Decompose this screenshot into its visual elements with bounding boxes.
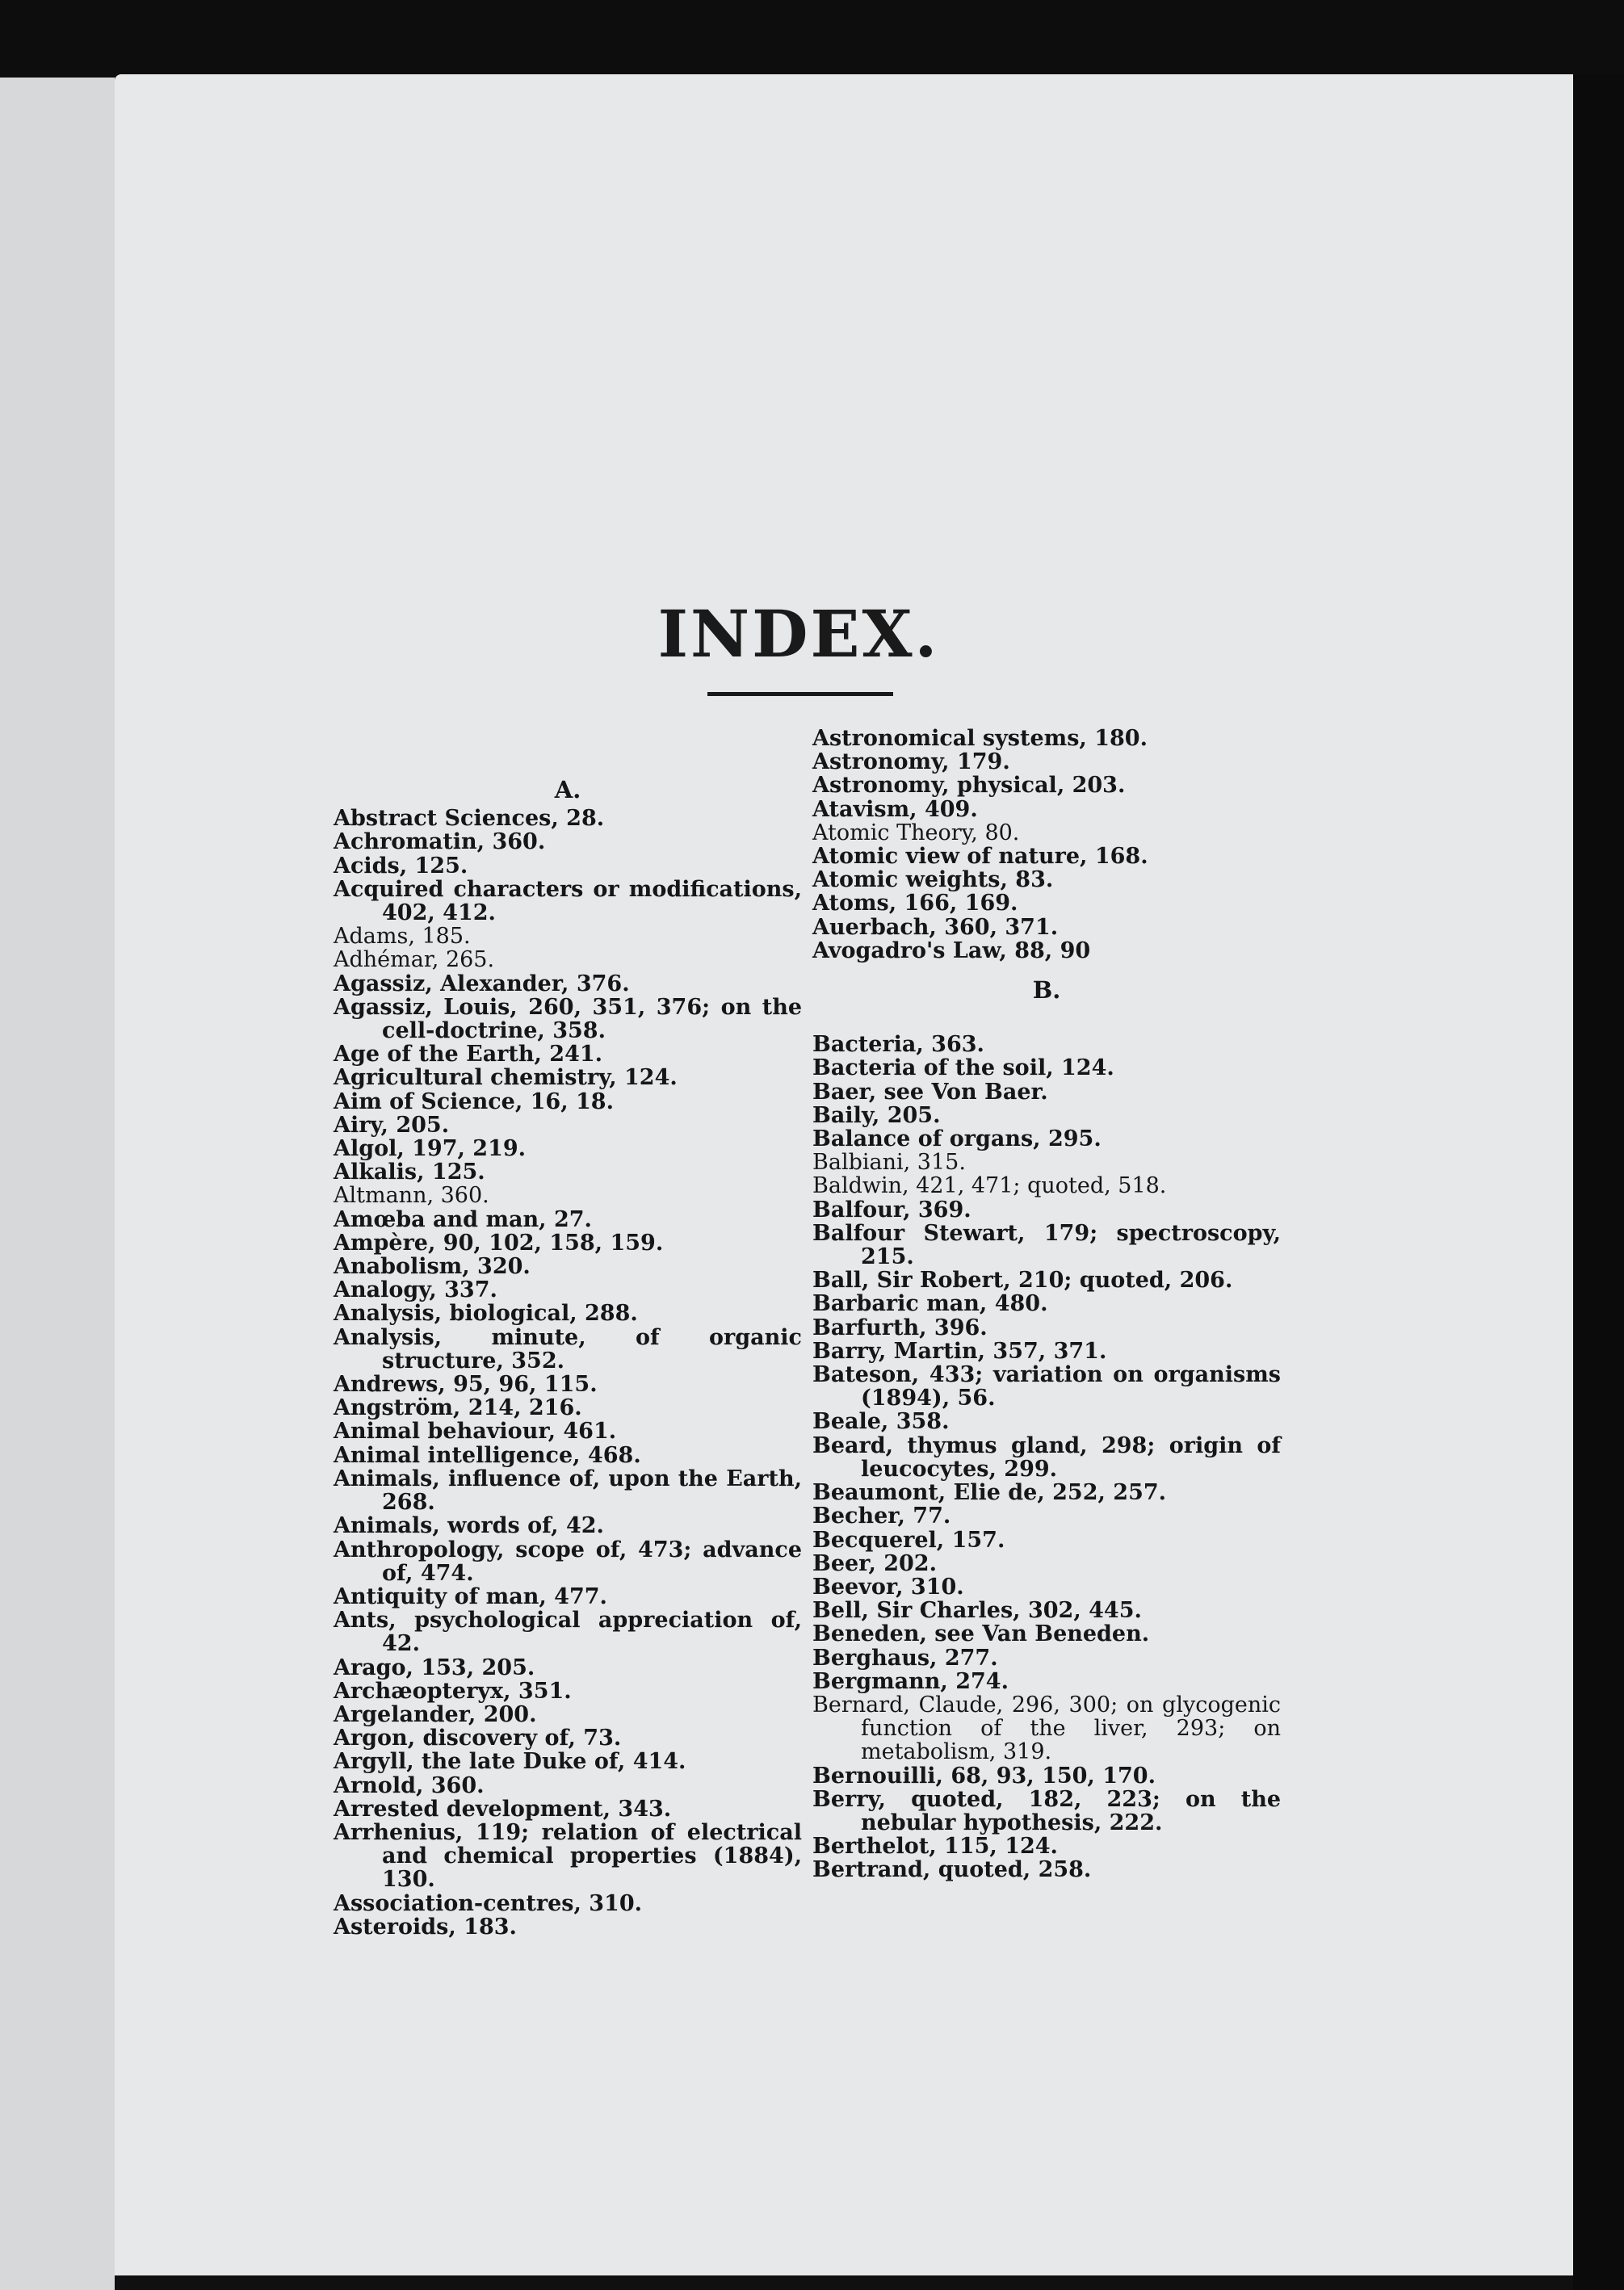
- index-entry: Animal intelligence, 468.: [334, 1442, 641, 1468]
- index-entry: Bacteria of the soil, 124.: [812, 1055, 1114, 1081]
- scan-bottom-margin: [115, 2275, 1573, 2290]
- scan-top-margin: [0, 0, 1624, 78]
- index-entry: Alkalis, 125.: [334, 1160, 485, 1185]
- entry-list-a: [334, 807, 802, 1939]
- title-rule: [707, 692, 893, 696]
- index-entry: Anabolism, 320.: [334, 1254, 531, 1280]
- index-entry: Auerbach, 360, 371.: [812, 914, 1059, 940]
- index-entry: Angström, 214, 216.: [334, 1395, 582, 1421]
- index-entry: Ants, psychological appreciation of, 42.: [334, 1608, 802, 1657]
- index-entry: Baer, see Von Baer.: [812, 1079, 1048, 1105]
- index-entry: Avogadro's Law, 88, 90: [812, 937, 1091, 963]
- index-entry: Aim of Science, 16, 18.: [334, 1088, 614, 1114]
- page-title: INDEX.: [657, 596, 940, 672]
- index-entry: Acids, 125.: [334, 853, 468, 879]
- index-entry: Association-centres, 310.: [334, 1890, 643, 1916]
- index-entry: Adhémar, 265.: [334, 947, 495, 973]
- index-entry: Becquerel, 157.: [812, 1527, 1005, 1553]
- entry-list-b: [812, 1033, 1281, 1881]
- index-entry: Balfour, 369.: [812, 1197, 971, 1223]
- index-entry: Achromatin, 360.: [334, 829, 546, 855]
- index-entry: Baily, 205.: [812, 1102, 941, 1128]
- index-entry: Bacteria, 363.: [812, 1032, 984, 1058]
- index-entry: Argon, discovery of, 73.: [334, 1726, 622, 1751]
- index-entry: Bernouilli, 68, 93, 150, 170.: [812, 1763, 1156, 1789]
- index-entry: Bateson, 433; variation on organisms (1894), 56.: [812, 1362, 1281, 1411]
- index-entry: Beard, thymus gland, 298; origin of leucocytes, 299.: [812, 1432, 1281, 1482]
- index-entry: Amœba and man, 27.: [334, 1206, 592, 1232]
- index-entry: Acquired characters or modifications, 402, 412.: [334, 876, 802, 926]
- index-entry: Balfour Stewart, 179; spectroscopy, 215.: [812, 1220, 1281, 1270]
- index-entry: Airy, 205.: [334, 1112, 450, 1138]
- index-entry: Bergmann, 274.: [812, 1668, 1009, 1694]
- index-entry: Beneden, see Van Beneden.: [812, 1621, 1150, 1647]
- index-entry: Andrews, 95, 96, 115.: [334, 1372, 598, 1398]
- index-entry: Animal behaviour, 461.: [334, 1419, 617, 1445]
- index-entry: Altmann, 360.: [334, 1183, 489, 1209]
- index-entry: Berry, quoted, 182, 223; on the nebular hypothesis, 222.: [812, 1786, 1281, 1835]
- index-entry: Analysis, biological, 288.: [334, 1301, 638, 1327]
- index-entry: Animals, words of, 42.: [334, 1513, 604, 1539]
- facing-page-edge: [0, 78, 117, 2290]
- index-entry: Balbiani, 315.: [812, 1150, 966, 1176]
- index-entry: Berghaus, 277.: [812, 1645, 998, 1671]
- index-entry: Archæopteryx, 351.: [334, 1678, 572, 1704]
- index-entry: Arrested development, 343.: [334, 1796, 672, 1822]
- entry-list-a-continued: [812, 727, 1281, 963]
- index-entry: Astronomical systems, 180.: [812, 726, 1148, 751]
- index-entry: Atomic Theory, 80.: [812, 820, 1020, 845]
- index-entry: Argyll, the late Duke of, 414.: [334, 1749, 686, 1775]
- index-entry: Ampère, 90, 102, 158, 159.: [334, 1230, 664, 1256]
- index-entry: Arago, 153, 205.: [334, 1655, 535, 1680]
- index-entry: Bernard, Claude, 296, 300; on glycogenic function of the liver, 293; on metabolism, 319.: [812, 1692, 1281, 1765]
- section-letter-b: B.: [1032, 976, 1061, 1004]
- index-entry: Age of the Earth, 241.: [334, 1042, 603, 1067]
- index-entry: Baldwin, 421, 471; quoted, 518.: [812, 1173, 1167, 1199]
- index-entry: Bertrand, quoted, 258.: [812, 1857, 1092, 1883]
- index-entry: Antiquity of man, 477.: [334, 1583, 607, 1609]
- index-entry: Anthropology, scope of, 473; advance of, 474.: [334, 1537, 802, 1586]
- index-entry: Ball, Sir Robert, 210; quoted, 206.: [812, 1268, 1233, 1294]
- index-entry: Balance of organs, 295.: [812, 1126, 1102, 1152]
- index-entry: Agassiz, Alexander, 376.: [334, 971, 630, 996]
- index-entry: Atomic weights, 83.: [812, 867, 1054, 893]
- index-entry: Beevor, 310.: [812, 1574, 964, 1600]
- index-entry: Berthelot, 115, 124.: [812, 1834, 1058, 1860]
- index-column-right: [812, 727, 1281, 1882]
- index-entry: Argelander, 200.: [334, 1701, 537, 1727]
- index-entry: Beaumont, Elie de, 252, 257.: [812, 1480, 1167, 1506]
- index-entry: Becher, 77.: [812, 1504, 951, 1529]
- index-entry: Adams, 185.: [334, 924, 471, 950]
- index-entry: Animals, influence of, upon the Earth, 268.: [334, 1466, 802, 1516]
- index-entry: Analysis, minute, of organic structure, 352.: [334, 1324, 802, 1374]
- index-entry: Beale, 358.: [812, 1409, 950, 1435]
- index-entry: Bell, Sir Charles, 302, 445.: [812, 1598, 1142, 1624]
- index-entry: Barfurth, 396.: [812, 1315, 988, 1340]
- index-entry: Analogy, 337.: [334, 1277, 497, 1303]
- index-entry: Abstract Sciences, 28.: [334, 806, 605, 832]
- index-entry: Arrhenius, 119; relation of electrical and chemical properties (1884), 130.: [334, 1819, 802, 1893]
- index-entry: Astronomy, 179.: [812, 749, 1010, 775]
- index-entry: Atavism, 409.: [812, 796, 978, 822]
- section-letter-a: A.: [554, 776, 581, 803]
- scan-right-margin: [1573, 74, 1624, 2290]
- index-entry: Beer, 202.: [812, 1550, 937, 1576]
- index-entry: Arnold, 360.: [334, 1772, 485, 1798]
- index-entry: Agricultural chemistry, 124.: [334, 1065, 678, 1091]
- index-entry: Astronomy, physical, 203.: [812, 773, 1126, 799]
- index-entry: Agassiz, Louis, 260, 351, 376; on the cell-doctrine, 358.: [334, 994, 802, 1044]
- index-entry: Barry, Martin, 357, 371.: [812, 1338, 1107, 1364]
- index-entry: Asteroids, 183.: [334, 1914, 517, 1940]
- index-entry: Atoms, 166, 169.: [812, 891, 1018, 916]
- index-column-left: [334, 775, 802, 1939]
- index-entry: Atomic view of nature, 168.: [812, 844, 1148, 870]
- index-entry: Barbaric man, 480.: [812, 1291, 1048, 1317]
- index-entry: Algol, 197, 219.: [334, 1136, 527, 1162]
